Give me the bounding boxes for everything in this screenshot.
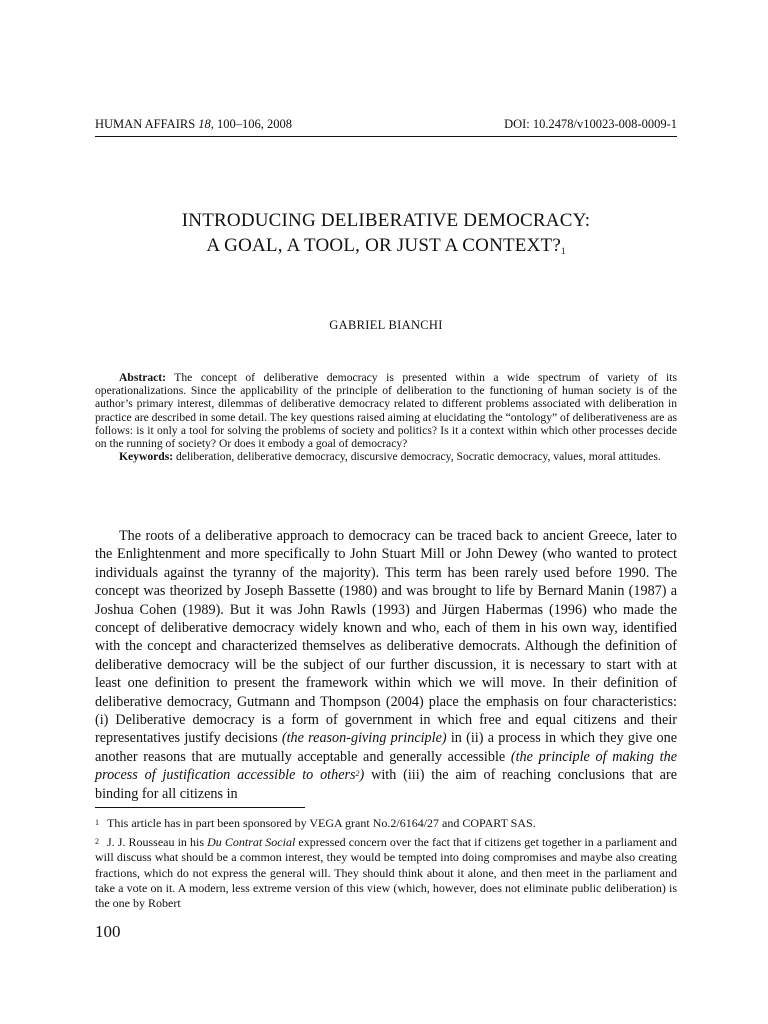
running-header bbox=[95, 116, 677, 137]
reason-giving-principle: (the reason-giving principle) bbox=[281, 730, 447, 747]
footnote-rule bbox=[95, 807, 305, 808]
title-footnote-mark: 1 bbox=[560, 246, 566, 256]
abstract-label: Abstract: bbox=[119, 371, 167, 384]
footnote-1-mark: 1 bbox=[95, 818, 99, 827]
title-line-1: INTRODUCING DELIBERATIVE DEMOCRACY: bbox=[181, 210, 591, 231]
abstract bbox=[95, 371, 677, 463]
body-text bbox=[95, 527, 677, 803]
abstract-paragraph: Abstract: The concept of deliberative democracy is presented within a wide spectrum of variety of its operationalizations. Since the applicability of the principle of deliberation to the functioning of human society is of the author’s primary interest, dilemmas of deliberative democracy related to different problems associated with deliberation in practice are described in some detail. The key questions raised aiming at elucidating the “ontology” of deliberativeness are as follows: is it only a tool for solving the problems of society and politics? Is it a context within which other processes decide on the running of society? Or does it embody a goal of democracy? bbox=[95, 371, 677, 451]
journal-citation: HUMAN AFFAIRS 18, 100–106, 2008 bbox=[95, 117, 293, 131]
footnotes bbox=[95, 816, 677, 915]
journal-volume: 18 bbox=[198, 117, 211, 131]
footnote-2-mark: 2 bbox=[95, 837, 99, 847]
doi: DOI: 10.2478/v10023-008-0009-1 bbox=[504, 117, 677, 131]
footnote-2: $^2$ J. J. Rousseau in his Du Contrat Social expressed concern over the fact that if citizens get together in a parliament and will discuss what should be a common interest, they would be tempted into doing compromises and maybe also creating fractions, which do not express the general will. They should think about it alone, and then meet in the parliament and take a vote on it. A modern, less extreme version of this view (which, however, does not eliminate public deliberation) is the one by Robert bbox=[95, 835, 677, 911]
author-name: GABRIEL BIANCHI bbox=[329, 318, 443, 332]
justification-principle: (the principle of making the process of justification accessible to others$^2$) bbox=[95, 748, 677, 784]
keywords-paragraph: Keywords: deliberation, deliberative democracy, discursive democracy, Socratic democracy, values, moral attitudes. bbox=[119, 450, 661, 464]
page-number: 100 bbox=[95, 922, 121, 941]
body-paragraph: The roots of a deliberative approach to democracy can be traced back to ancient Greece, later to the Enlightenment and more specifically to John Stuart Mill or John Dewey (who wanted to protect individuals against the tyranny of the majority). This term has been rarely used before 1990. The concept was theorized by Joseph Bassette (1980) and was brought to life by Bernard Manin (1987) a Joshua Cohen (1989). But it was John Rawls (1993) and Jürgen Habermas (1996) who made the concept of deliberative democracy widely known and who, each of them in his own way, identified with the concept and characterized themselves as deliberative democrats. Although the definition of deliberative democracy will be the subject of our further discussion, it is necessary to start with at least one definition to present the framework within which we will move. In their definition of deliberative democracy, Gutmann and Thompson (2004) place the emphasis on four characteristics: (i) Deliberative democracy is a form of government in which free and equal citizens and their representatives justify decisions (the reason-giving principle) in (ii) a process in which they give one another reasons that are mutually acceptable and generally accessible (the principle of making the process of justification accessible to others$^2$) with (iii) the aim of reaching conclusions that are binding for all citizens in bbox=[95, 528, 677, 802]
title-line-2: A GOAL, A TOOL, OR JUST A CONTEXT?$^1$ bbox=[206, 235, 566, 256]
footnote-ref-2: 2 bbox=[355, 769, 360, 779]
keywords-label: Keywords: bbox=[119, 450, 174, 464]
article-title bbox=[95, 208, 677, 258]
footnote-1: $^1$ This article has in part been sponsored by VEGA grant No.2/6164/27 and COPART SAS. bbox=[95, 816, 536, 830]
book-title: Du Contrat Social bbox=[207, 835, 296, 850]
